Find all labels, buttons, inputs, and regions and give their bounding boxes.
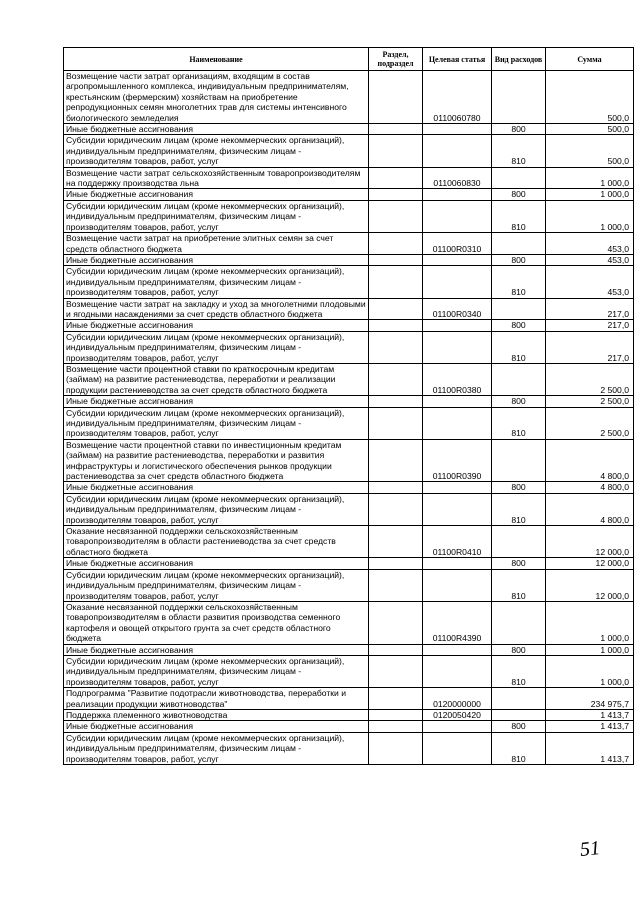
table-row xyxy=(64,709,634,720)
header-vid: Вид расходов xyxy=(492,48,546,71)
table-row xyxy=(64,331,634,363)
row-razdel xyxy=(369,439,423,482)
table-row xyxy=(64,71,634,124)
table-row xyxy=(64,254,634,265)
table-row xyxy=(64,732,634,764)
row-sum: 1 000,0 xyxy=(546,655,634,687)
row-razdel xyxy=(369,526,423,558)
row-code xyxy=(423,558,492,569)
table-row xyxy=(64,266,634,298)
row-vid: 810 xyxy=(492,493,546,525)
table-row xyxy=(64,200,634,232)
row-razdel xyxy=(369,320,423,331)
row-razdel xyxy=(369,266,423,298)
row-sum: 1 413,7 xyxy=(546,709,634,720)
row-name: Оказание несвязанной поддержки сельскохозяйственным товаропроизводителям в области растениеводства за счет средств областного бюджета xyxy=(64,526,369,558)
header-celevaya: Целевая статья xyxy=(423,48,492,71)
row-vid: 800 xyxy=(492,721,546,732)
row-sum: 2 500,0 xyxy=(546,363,634,395)
row-name: Иные бюджетные ассигнования xyxy=(64,320,369,331)
table-row xyxy=(64,721,634,732)
row-sum: 217,0 xyxy=(546,298,634,320)
row-sum: 1 000,0 xyxy=(546,167,634,189)
table-row xyxy=(64,482,634,493)
row-name: Возмещение части затрат сельскохозяйственным товаропроизводителям на поддержку производства льна xyxy=(64,167,369,189)
row-vid xyxy=(492,688,546,710)
row-sum: 217,0 xyxy=(546,331,634,363)
budget-table xyxy=(63,47,634,765)
table-row xyxy=(64,407,634,439)
row-razdel xyxy=(369,298,423,320)
row-sum: 217,0 xyxy=(546,320,634,331)
row-code xyxy=(423,396,492,407)
row-vid: 810 xyxy=(492,569,546,601)
row-sum: 2 500,0 xyxy=(546,407,634,439)
row-code xyxy=(423,135,492,167)
row-sum: 453,0 xyxy=(546,233,634,255)
row-name: Возмещение части затрат на приобретение элитных семян за счет средств областного бюджета xyxy=(64,233,369,255)
row-code xyxy=(423,655,492,687)
row-name: Подпрограмма "Развитие подотрасли животноводства, переработки и реализации продукции животноводства" xyxy=(64,688,369,710)
row-name: Субсидии юридическим лицам (кроме некоммерческих организаций), индивидуальным предпринимателям, физическим лицам - производителям товаров, работ, услуг xyxy=(64,135,369,167)
row-code xyxy=(423,254,492,265)
row-vid: 810 xyxy=(492,266,546,298)
page-number: 51 xyxy=(578,837,602,861)
row-name: Иные бюджетные ассигнования xyxy=(64,721,369,732)
row-code: 01100R0390 xyxy=(423,439,492,482)
table-row xyxy=(64,189,634,200)
row-razdel xyxy=(369,189,423,200)
row-code: 0110060830 xyxy=(423,167,492,189)
table-header-row xyxy=(64,48,634,71)
row-code xyxy=(423,124,492,135)
row-razdel xyxy=(369,721,423,732)
row-code: 01100R0380 xyxy=(423,363,492,395)
row-code: 01100R4390 xyxy=(423,601,492,644)
table-row xyxy=(64,569,634,601)
table-row xyxy=(64,493,634,525)
row-sum: 1 000,0 xyxy=(546,601,634,644)
row-vid: 800 xyxy=(492,396,546,407)
row-name: Возмещение части процентной ставки по инвестиционным кредитам (займам) на развитие растениеводства, переработки и развития инфраструктуры и логистического обеспечения рынков продукции растениеводства за счет средств областного бюджета xyxy=(64,439,369,482)
table-row xyxy=(64,439,634,482)
row-code xyxy=(423,200,492,232)
table-row xyxy=(64,167,634,189)
row-code xyxy=(423,732,492,764)
row-sum: 1 000,0 xyxy=(546,200,634,232)
row-vid: 810 xyxy=(492,331,546,363)
row-vid: 810 xyxy=(492,655,546,687)
row-code: 01100R0340 xyxy=(423,298,492,320)
row-sum: 4 800,0 xyxy=(546,493,634,525)
row-name: Возмещение части процентной ставки по краткосрочным кредитам (займам) на развитие растениеводства, переработки и реализации продукции растениеводства за счет средств областного бюджета xyxy=(64,363,369,395)
row-sum: 12 000,0 xyxy=(546,526,634,558)
row-vid xyxy=(492,363,546,395)
row-vid xyxy=(492,601,546,644)
row-name: Субсидии юридическим лицам (кроме некоммерческих организаций), индивидуальным предпринимателям, физическим лицам - производителям товаров, работ, услуг xyxy=(64,200,369,232)
row-razdel xyxy=(369,363,423,395)
row-sum: 1 000,0 xyxy=(546,189,634,200)
row-sum: 453,0 xyxy=(546,266,634,298)
row-code xyxy=(423,320,492,331)
row-razdel xyxy=(369,200,423,232)
row-sum: 12 000,0 xyxy=(546,558,634,569)
row-code: 0120000000 xyxy=(423,688,492,710)
row-name: Оказание несвязанной поддержки сельскохозяйственным товаропроизводителям в области развития производства семенного картофеля и овощей открытого грунта за счет средств областного бюджета xyxy=(64,601,369,644)
row-razdel xyxy=(369,493,423,525)
row-name: Субсидии юридическим лицам (кроме некоммерческих организаций), индивидуальным предпринимателям, физическим лицам - производителям товаров, работ, услуг xyxy=(64,655,369,687)
row-vid xyxy=(492,526,546,558)
row-code xyxy=(423,189,492,200)
row-sum: 1 000,0 xyxy=(546,644,634,655)
row-sum: 12 000,0 xyxy=(546,569,634,601)
row-razdel xyxy=(369,709,423,720)
table-body xyxy=(64,71,634,765)
table-row xyxy=(64,655,634,687)
table-row xyxy=(64,320,634,331)
row-name: Субсидии юридическим лицам (кроме некоммерческих организаций), индивидуальным предпринимателям, физическим лицам - производителям товаров, работ, услуг xyxy=(64,569,369,601)
row-vid: 810 xyxy=(492,135,546,167)
table-row xyxy=(64,124,634,135)
table-row xyxy=(64,688,634,710)
table-row xyxy=(64,601,634,644)
row-razdel xyxy=(369,135,423,167)
row-razdel xyxy=(369,655,423,687)
row-name: Иные бюджетные ассигнования xyxy=(64,558,369,569)
row-vid: 810 xyxy=(492,407,546,439)
row-vid xyxy=(492,709,546,720)
row-razdel xyxy=(369,71,423,124)
row-vid: 810 xyxy=(492,200,546,232)
row-sum: 1 413,7 xyxy=(546,721,634,732)
row-name: Субсидии юридическим лицам (кроме некоммерческих организаций), индивидуальным предпринимателям, физическим лицам - производителям товаров, работ, услуг xyxy=(64,407,369,439)
row-razdel xyxy=(369,482,423,493)
row-name: Иные бюджетные ассигнования xyxy=(64,482,369,493)
row-razdel xyxy=(369,601,423,644)
row-vid xyxy=(492,233,546,255)
row-sum: 500,0 xyxy=(546,135,634,167)
row-razdel xyxy=(369,233,423,255)
header-razdel: Раздел, подраздел xyxy=(369,48,423,71)
row-code xyxy=(423,407,492,439)
row-razdel xyxy=(369,644,423,655)
row-code: 0120050420 xyxy=(423,709,492,720)
row-name: Иные бюджетные ассигнования xyxy=(64,189,369,200)
row-vid: 800 xyxy=(492,320,546,331)
row-vid xyxy=(492,298,546,320)
table-row xyxy=(64,135,634,167)
row-name: Субсидии юридическим лицам (кроме некоммерческих организаций), индивидуальным предпринимателям, физическим лицам - производителям товаров, работ, услуг xyxy=(64,331,369,363)
row-razdel xyxy=(369,569,423,601)
row-name: Возмещение части затрат на закладку и уход за многолетними плодовыми и ягодными насаждениями за счет средств областного бюджета xyxy=(64,298,369,320)
row-sum: 234 975,7 xyxy=(546,688,634,710)
row-razdel xyxy=(369,167,423,189)
table-row xyxy=(64,363,634,395)
row-name: Субсидии юридическим лицам (кроме некоммерческих организаций), индивидуальным предпринимателям, физическим лицам - производителям товаров, работ, услуг xyxy=(64,732,369,764)
row-razdel xyxy=(369,396,423,407)
row-vid: 800 xyxy=(492,254,546,265)
row-sum: 4 800,0 xyxy=(546,439,634,482)
row-razdel xyxy=(369,407,423,439)
table-row xyxy=(64,558,634,569)
row-vid xyxy=(492,439,546,482)
row-razdel xyxy=(369,124,423,135)
row-code: 0110060780 xyxy=(423,71,492,124)
row-vid: 800 xyxy=(492,558,546,569)
row-razdel xyxy=(369,732,423,764)
row-code xyxy=(423,493,492,525)
header-summa: Сумма xyxy=(546,48,634,71)
row-vid: 800 xyxy=(492,482,546,493)
row-vid xyxy=(492,167,546,189)
row-name: Поддержка племенного животноводства xyxy=(64,709,369,720)
row-name: Субсидии юридическим лицам (кроме некоммерческих организаций), индивидуальным предпринимателям, физическим лицам - производителям товаров, работ, услуг xyxy=(64,493,369,525)
row-vid: 800 xyxy=(492,124,546,135)
row-code xyxy=(423,644,492,655)
table-row xyxy=(64,644,634,655)
row-code xyxy=(423,331,492,363)
row-vid: 800 xyxy=(492,189,546,200)
table-row xyxy=(64,233,634,255)
row-razdel xyxy=(369,558,423,569)
row-sum: 2 500,0 xyxy=(546,396,634,407)
row-sum: 500,0 xyxy=(546,71,634,124)
row-code xyxy=(423,266,492,298)
row-vid: 800 xyxy=(492,644,546,655)
table-row xyxy=(64,298,634,320)
row-razdel xyxy=(369,331,423,363)
row-code: 01100R0310 xyxy=(423,233,492,255)
row-code: 01100R0410 xyxy=(423,526,492,558)
table-row xyxy=(64,526,634,558)
row-name: Иные бюджетные ассигнования xyxy=(64,644,369,655)
row-name: Иные бюджетные ассигнования xyxy=(64,124,369,135)
row-name: Иные бюджетные ассигнования xyxy=(64,254,369,265)
row-code xyxy=(423,569,492,601)
row-razdel xyxy=(369,688,423,710)
row-razdel xyxy=(369,254,423,265)
row-sum: 453,0 xyxy=(546,254,634,265)
row-vid: 810 xyxy=(492,732,546,764)
row-code xyxy=(423,482,492,493)
row-name: Субсидии юридическим лицам (кроме некоммерческих организаций), индивидуальным предпринимателям, физическим лицам - производителям товаров, работ, услуг xyxy=(64,266,369,298)
row-sum: 500,0 xyxy=(546,124,634,135)
row-name: Иные бюджетные ассигнования xyxy=(64,396,369,407)
table-row xyxy=(64,396,634,407)
row-sum: 1 413,7 xyxy=(546,732,634,764)
row-name: Возмещение части затрат организациям, входящим в состав агропромышленного комплекса, индивидуальным предпринимателям, крестьянским (фермерским) хозяйствам на приобретение репродукционных семян многолетних трав для системы интенсивного биологического земледелия xyxy=(64,71,369,124)
row-vid xyxy=(492,71,546,124)
header-name: Наименование xyxy=(64,48,369,71)
row-sum: 4 800,0 xyxy=(546,482,634,493)
row-code xyxy=(423,721,492,732)
